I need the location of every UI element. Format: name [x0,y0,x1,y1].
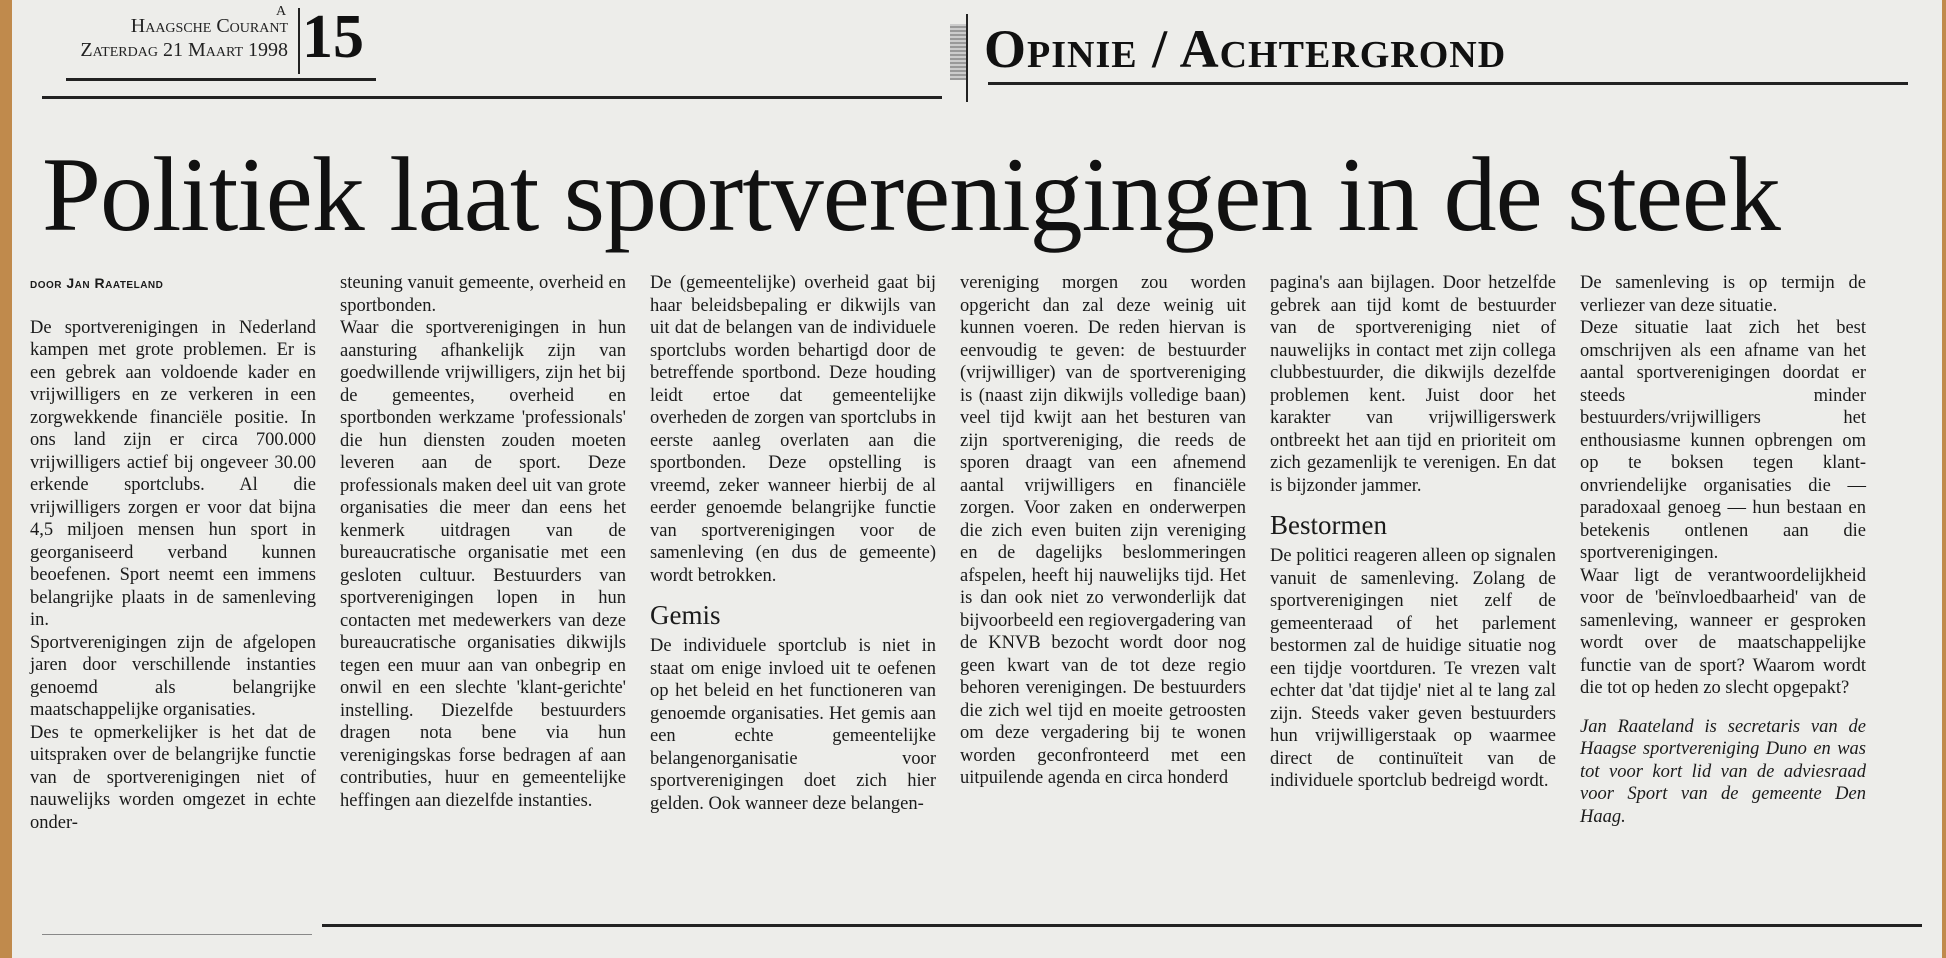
footer-rule [322,924,1922,927]
paragraph: vereniging morgen zou worden opgericht dan zal deze weinig uit kunnen voeren. De reden hiervan is eenvoudig te geven: de bestuurder (vrijwilliger) van de sportvereniging is (naast zijn dikwijls volledige baan) veel tijd kwijt aan het besturen van zijn sportvereniging, die reeds de sporen draagt van een afnemend aantal vrijwilligers en financiële zorgen. Voor zaken en onderwerpen die zich even buiten zijn vereniging en de dagelijks beslommeringen afspelen, heeft hij nauwelijks tijd. Het is dan ook niet zo verwonderlijk dat bijvoorbeeld een regiovergadering van de KNVB bezocht wordt door nog geen kwart van de tot deze regio behoren verenigingen. De bestuurders die zich wel tijd en moeite getroosten om deze vergadering bij te wonen worden geconfronteerd met een uitpuilende agenda en circa honderd [960,273,1246,788]
subhead-gemis: Gemis [650,600,721,630]
article-column-3 [650,272,936,815]
masthead-rule [66,78,376,81]
byline: door Jan Raateland [30,275,164,291]
masthead-divider [298,8,300,74]
section-divider [966,14,968,102]
article-column-1 [30,272,316,834]
paragraph: Waar ligt de verantwoordelijkheid voor de 'beïnvloedbaarheid' van de samenleving, wanneer er gesproken wordt over de maatschappelijke functie van de sport? Waarom wordt die tot op heden zo slecht opgepakt? [1580,565,1866,698]
paragraph: De individuele sportclub is niet in staat om enige invloed uit te oefenen op het beleid en het functioneren van genoemde organisaties. Het gemis aan een echte gemeentelijke belangenorganisatie voor sportverenigingen doet zich hier gelden. Ook wanneer deze belangen- [650,636,936,814]
page-number: 15 [302,3,364,71]
section-title: Opinie / Achtergrond [984,19,1507,79]
footer-rule-left [42,934,312,935]
paragraph: De (gemeentelijke) overheid gaat bij haar beleidsbepaling er dikwijls van uit dat de belangen van de individuele sportclubs worden behartigd door de betreffende sportbond. Deze houding leidt ertoe dat gemeentelijke overheden de zorgen van sportclubs in eerste aanleg overlaten aan die sportbonden. Deze opstelling is vreemd, zeker wanneer hierbij de al eerder genoemde belangrijke functie van sportverenigingen voor de samenleving (en dus de gemeente) wordt betrokken. [650,273,936,586]
newspaper-page [12,0,1942,958]
paragraph: Deze situatie laat zich het best omschrijven als een afname van het aantal sportverenigingen doordat er steeds minder bestuurders/vrijwilligers het enthousiasme kunnen opbrengen om op te boksen tegen klant-onvriendelijke organisaties die — paradoxaal genoeg — hun bestaan en betekenis ontlenen aan die sportverenigingen. [1580,318,1866,563]
paragraph: steuning vanuit gemeente, overheid en sportbonden. [340,273,626,316]
author-note: Jan Raateland is secretaris van de Haagse sportvereniging Duno en was tot voor kort lid van de adviesraad voor Sport van de gemeente Den Haag. [1580,716,1866,827]
paragraph: De politici reageren alleen op signalen vanuit de samenleving. Zolang de sportverenigingen niet zelf de gemeenteraad of het parlement bestormen zal de huidige situatie nog een tijdje voortduren. Te vrezen valt echter dat 'dat tijdje' niet al te lang zal zijn. Steeds vaker geven bestuurders hun vrijwilligerstaak op waarmee direct de continuïteit van de individuele sportclub bedreigd wordt. [1270,546,1556,791]
article-headline: Politiek laat sportverenigingen in de steek [42,136,1780,253]
paragraph: De samenleving is op termijn de verliezer van deze situatie. [1580,273,1866,316]
paragraph: De sportverenigingen in Nederland kampen met grote problemen. Er is een gebrek aan voldoende kader en vrijwilligers en ze verkeren in een zorgwekkende financiële positie. In ons land zijn er circa 700.000 vrijwilligers actief bij ongeveer 30.00 erkende sportclubs. Al die vrijwilligers zorgen er voor dat bijna 4,5 miljoen mensen hun sport in georganiseerd verband kunnen beoefenen. Sport neemt een immens belangrijke plaats in de samenleving in. [30,317,316,630]
paragraph: Des te opmerkelijker is het dat de uitspraken over de belangrijke functie van de sportverenigingen niet of nauwelijks worden omgezet in echte onder- [30,722,316,833]
article-column-4 [960,272,1246,790]
paper-name: Haagsche Courant [130,15,288,37]
article-column-6 [1580,272,1866,828]
article-column-5 [1270,272,1556,793]
header-rule [42,96,942,99]
subhead-bestormen: Bestormen [1270,510,1387,540]
paragraph: pagina's aan bijlagen. Door hetzelfde gebrek aan tijd komt de bestuurder van de sportvereniging niet of nauwelijks in contact met zijn collega clubbestuurder, die dikwijls dezelfde problemen kent. Juist door het karakter van vrijwilligerswerk ontbreekt het aan tijd en prioriteit om zich gezamenlijk te verenigen. En dat is bijzonder jammer. [1270,273,1556,496]
masthead [68,14,288,62]
issue-date: Zaterdag 21 Maart 1998 [80,39,288,61]
paragraph: Sportverenigingen zijn de afgelopen jaren door verschillende instanties genoemd als belangrijke maatschappelijke organisaties. [30,632,316,720]
section-marker [950,24,966,80]
paragraph: Waar die sportverenigingen in hun aansturing afhankelijk zijn van goedwillende vrijwilligers, zijn het bij de gemeentes, overheid en sportbonden werkzame 'professionals' die hun diensten zouden moeten leveren aan de sport. Deze professionals maken deel uit van grote organisaties die meer dan eens het kenmerk uitdragen van de bureaucratische organisatie met een gesloten cultuur. Bestuurders van sportverenigingen lopen in hun contacten met medewerkers van deze bureaucratische organisaties dikwijls tegen een muur aan van onbegrip en onwil en een slechte 'klant-gerichte' instelling. Diezelfde bestuurders dragen nota bene via hun verenigingskas forse bedragen af aan contributies, huur en gemeentelijke heffingen aan diezelfde instanties. [340,318,626,811]
section-letter: A [276,4,287,19]
article-column-2 [340,272,626,812]
section-rule [988,82,1908,85]
